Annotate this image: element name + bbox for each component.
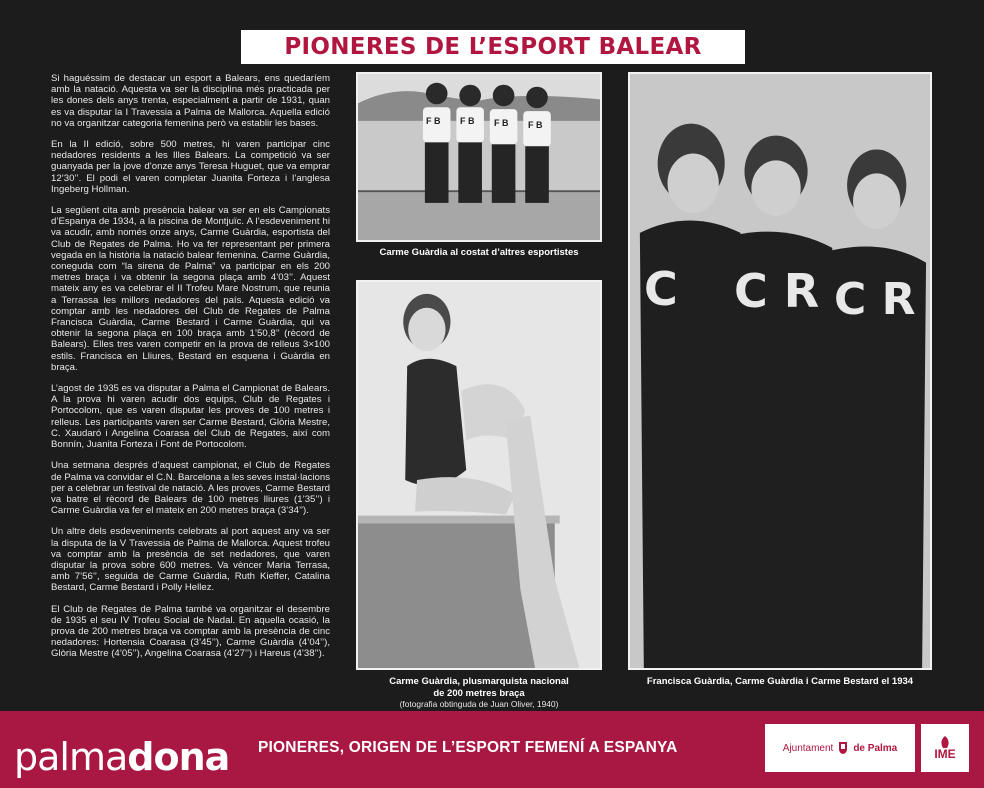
caption-right-photo: Francisca Guàrdia, Carme Guàrdia i Carme Bestard el 1934 [646, 676, 914, 687]
paragraph: La següent cita amb presència balear va ser en els Campionats d’Espanya de 1934, a la piscina de Montjuïc. A l’esdeveniment hi va acudir, amb només onze anys, Carme Guàrdia, esportista del Club de Regates de Palma. Ho va fer representant per primera vegada en la història la natació balear femenina. Carme Guàrdia, coneguda com “la sirena de Palma” va participar en els 200 metres braça i va obtenir la segona plaça amb 4’03’’. Aquest mateix any es va celebrar el II Trofeu Mare Nostrum, que reunia a Terrassa les millors nedadores del país. Aquesta edició va comptar amb les nedadores del Club de Regates de Palma Francisca Guàrdia, Carme Bestard i Carme Guàrdia, qui va obtenir la segona plaça en 100 braça amb 1’50,8’’ (rècord de Balears). Elles tres varen competir en la prova de relleus 3×100 estils. Francisca en Lliures, Bestard en esquena i Guàrdia en braça. [51, 205, 330, 373]
paragraph: El Club de Regates de Palma també va organitzar el desembre de 1935 el seu IV Trofeu Social de Nadal. En aquella ocasió, la prova de 200 metres braça va comptar amb la presència de cinc nedadores: Hortensia Coarasa (3’45’’), Carme Guàrdia (4’04’’), Glòria Mestre (4’05’’), Angelina Coarasa (4’27’’) i Hareus (4’38’’). [51, 603, 330, 660]
photo-three-swimmers [628, 72, 932, 670]
footer-tagline: PIONERES, ORIGEN DE L’ESPORT FEMENÍ A ESPANYA [258, 739, 678, 756]
caption-line: de 200 metres braça [433, 687, 525, 699]
logo-text: palma [14, 735, 128, 779]
page-title: PIONERES DE L’ESPORT BALEAR [284, 34, 702, 60]
logo-text: dona [127, 735, 230, 779]
ime-logo [921, 724, 969, 772]
photo-credit: (fotografia obtinguda de Juan Oliver, 1940) [399, 699, 559, 709]
jersey-letters: F B [426, 116, 441, 126]
paragraph: L’agost de 1935 es va disputar a Palma el Campionat de Balears. A la prova hi varen acudir dos equips, Club de Regates i Portocolom, que es varen disputar les proves de 100 metres i relleus. Les participants varen ser Carme Bestard, Glòria Mestre, C. Xaudaró i Angelina Coarasa del Club de Regates, així com Bonnín, Juanita Forteza i Font de Portocolom. [51, 383, 330, 451]
jersey-letters: F B [528, 120, 543, 130]
caption-bottom-photo [356, 676, 602, 711]
ajuntament-text: Ajuntament [782, 742, 834, 754]
caption-top-photo: Carme Guàrdia al costat d’altres esportistes [379, 247, 579, 258]
jersey-letters: F B [494, 118, 509, 128]
palmadona-logo [14, 735, 229, 779]
jersey-letters: C R [734, 264, 820, 318]
jersey-letters: C [644, 262, 678, 316]
ajuntament-logo [765, 724, 915, 772]
ime-text: IME [934, 747, 956, 761]
paragraph: Un altre dels esdeveniments celebrats al port aquest any va ser la disputa de la V Travessia de Palma de Mallorca. Aquest trofeu va comptar amb la presència de set nedadores, que varen disputar la prova sobre 600 metres. Va vèncer Maria Terrasa, amb 7’56’’, seguida de Carme Guàrdia, Ruth Kieffer, Catalina Bestard, Carme Bestard i Polly Hellez. [51, 526, 330, 594]
photo-four-swimmers [356, 72, 602, 242]
paragraph: En la II edició, sobre 500 metres, hi varen participar cinc nedadores residents a les Illes Balears. La competició va ser guanyada per la jove d’onze anys Teresa Huguet, que va emprar 12’30’’. El podi el varen completar Juanita Forteza i l’anglesa Ingeberg Hollman. [51, 139, 330, 195]
caption-line: Carme Guàrdia, plusmarquista nacional [389, 676, 569, 687]
title-banner [241, 30, 745, 64]
photo-seated-swimmer [356, 280, 602, 670]
jersey-letters: F B [460, 116, 475, 126]
article-text [51, 73, 330, 670]
paragraph: Una setmana després d’aquest campionat, el Club de Regates de Palma va convidar el C.N. Barcelona a les seves instal·lacions per a celebrar un festival de natació. A les proves, Carme Bestard va batre el rècord de Balears de 100 metres lliures (1’35’’) i Carme Guàrdia va fer el mateix en 200 metres braça (3’34’’). [51, 460, 330, 517]
ajuntament-text: de Palma [853, 742, 898, 754]
paragraph: Si haguéssim de destacar un esport a Balears, ens quedaríem amb la natació. Aquesta va ser la disciplina més practicada per les dones dels anys trenta, especialment a partir de 1931, quan es va disputar la I Travessia a Palma de Mallorca. Aquella edició no va organitzar categoria femenina però va establir les bases. [51, 73, 330, 129]
jersey-letters: C R [834, 274, 916, 325]
footer-bar [0, 711, 984, 788]
crest-icon [838, 741, 848, 755]
